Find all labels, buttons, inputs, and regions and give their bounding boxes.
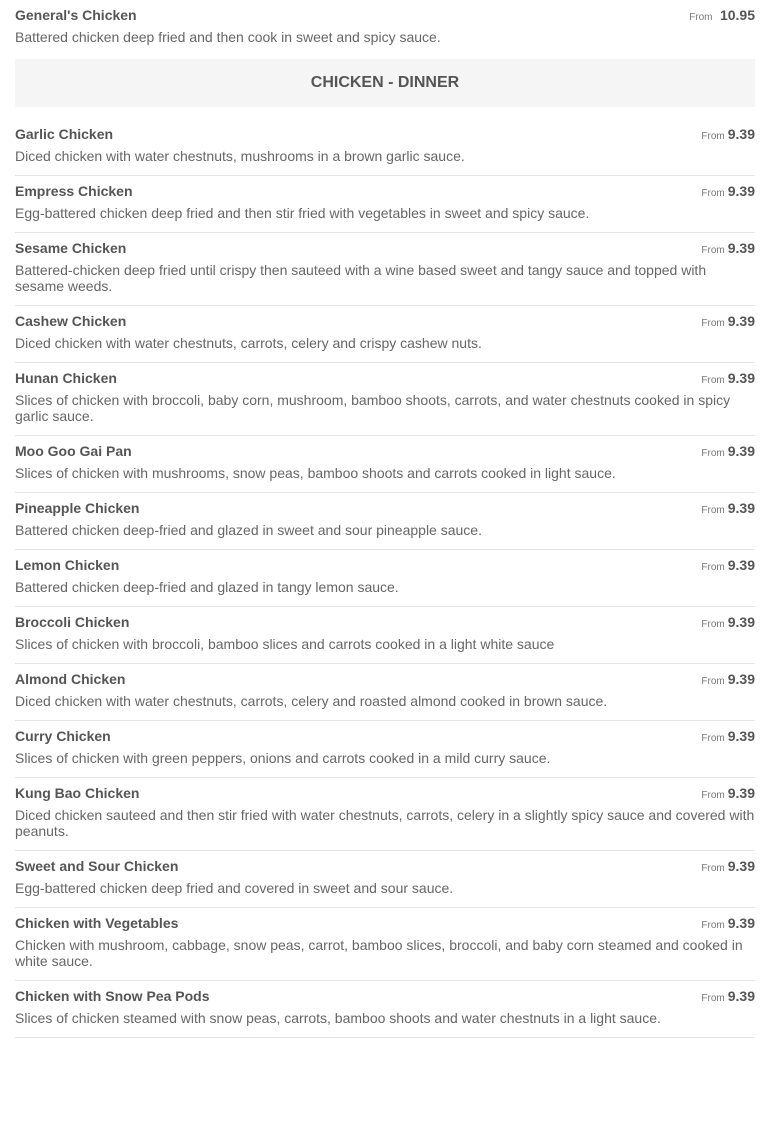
menu-item-header — [15, 670, 755, 688]
menu-item-header — [15, 442, 755, 460]
menu-item-description: Slices of chicken with broccoli, bamboo slices and carrots cooked in a light white sauce — [15, 636, 555, 652]
menu-item-name: Pineapple Chicken — [15, 500, 140, 516]
menu-item-price — [701, 182, 755, 203]
price-value: 9.39 — [727, 858, 755, 874]
menu-item-description: Battered chicken deep-fried and glazed in tangy lemon sauce. — [15, 579, 399, 595]
price-prefix: From — [701, 505, 725, 516]
menu-item[interactable] — [15, 981, 755, 1038]
menu-item-price — [701, 670, 755, 691]
menu-item-header — [15, 727, 755, 745]
price-prefix: From — [701, 375, 725, 386]
menu-item[interactable] — [15, 176, 755, 233]
menu-item[interactable] — [15, 306, 755, 363]
menu-page — [15, 0, 755, 1050]
menu-item-description: Egg-battered chicken deep fried and then stir fried with vegetables in sweet and spicy sauce. — [15, 205, 590, 221]
price-value: 9.39 — [727, 443, 755, 459]
menu-item-price — [701, 499, 755, 520]
price-prefix: From — [701, 131, 725, 142]
menu-item-description: Battered-chicken deep fried until crispy then sauteed with a wine based sweet and tangy sauce and topped with sesame weeds. — [15, 262, 707, 294]
price-value: 9.39 — [727, 988, 755, 1004]
price-value: 9.39 — [727, 183, 755, 199]
price-prefix: From — [701, 920, 725, 931]
menu-item[interactable] — [15, 908, 755, 981]
menu-item-name: Cashew Chicken — [15, 313, 127, 329]
menu-item-partial — [15, 1038, 755, 1050]
menu-item-price — [701, 857, 755, 878]
menu-item-header — [15, 613, 755, 631]
menu-item-name: Hunan Chicken — [15, 370, 117, 386]
menu-item[interactable] — [15, 436, 755, 493]
menu-item-header — [15, 312, 755, 330]
menu-item[interactable] — [15, 778, 755, 851]
menu-item-header — [15, 369, 755, 387]
price-value: 10.95 — [719, 7, 755, 23]
price-prefix: From — [701, 562, 725, 573]
menu-item-price — [701, 784, 755, 805]
menu-item[interactable] — [15, 493, 755, 550]
price-value: 9.39 — [727, 785, 755, 801]
menu-item-description: Diced chicken with water chestnuts, mushrooms in a brown garlic sauce. — [15, 148, 465, 164]
menu-item-name: Lemon Chicken — [15, 557, 120, 573]
menu-item[interactable] — [15, 233, 755, 306]
price-value: 9.39 — [727, 728, 755, 744]
menu-item-description: Chicken with mushroom, cabbage, snow peas, carrot, bamboo slices, broccoli, and baby corn steamed and cooked in white sauce. — [15, 937, 743, 969]
menu-item-price — [701, 727, 755, 748]
menu-item-price — [689, 6, 755, 27]
price-value: 9.39 — [727, 557, 755, 573]
price-prefix: From — [701, 619, 725, 630]
menu-item[interactable] — [15, 721, 755, 778]
menu-item[interactable] — [15, 607, 755, 664]
menu-item-description: Battered chicken deep-fried and glazed in sweet and sour pineapple sauce. — [15, 522, 482, 538]
menu-item-header — [15, 125, 755, 143]
menu-item-name: Chicken with Vegetables — [15, 915, 179, 931]
menu-item-price — [701, 239, 755, 260]
menu-item-name: Almond Chicken — [15, 671, 126, 687]
menu-item-name: Empress Chicken — [15, 183, 133, 199]
menu-item-name: Curry Chicken — [15, 728, 111, 744]
menu-item-description: Battered chicken deep fried and then cook in sweet and spicy sauce. — [15, 29, 441, 45]
menu-item-description: Diced chicken with water chestnuts, carrots, celery and crispy cashew nuts. — [15, 335, 482, 351]
menu-item-description: Diced chicken with water chestnuts, carrots, celery and roasted almond cooked in brown sauce. — [15, 693, 608, 709]
menu-item-description: Diced chicken sauteed and then stir fried with water chestnuts, carrots, celery in a slightly spicy sauce and covered with peanuts. — [15, 807, 755, 839]
menu-item-generals-chicken[interactable] — [15, 0, 755, 59]
menu-item-price — [701, 556, 755, 577]
menu-item-name: Kung Bao Chicken — [15, 785, 140, 801]
price-prefix: From — [701, 448, 725, 459]
price-value: 9.39 — [727, 240, 755, 256]
menu-item-name: Garlic Chicken — [15, 126, 114, 142]
menu-item-header — [15, 987, 755, 1005]
price-prefix: From — [689, 12, 713, 23]
menu-item[interactable] — [15, 664, 755, 721]
menu-item-price — [701, 613, 755, 634]
menu-item-name: Chicken with Snow Pea Pods — [15, 988, 210, 1004]
menu-item-price — [701, 442, 755, 463]
menu-item-name: Broccoli Chicken — [15, 614, 130, 630]
menu-item-description: Slices of chicken with broccoli, baby corn, mushroom, bamboo shoots, carrots, and water chestnuts cooked in spicy garlic sauce. — [15, 392, 731, 424]
menu-item-description: Slices of chicken steamed with snow peas, carrots, bamboo shoots and water chestnuts in a light sauce. — [15, 1010, 661, 1026]
price-value: 9.39 — [727, 671, 755, 687]
price-prefix: From — [701, 676, 725, 687]
price-prefix: From — [701, 245, 725, 256]
price-value: 9.39 — [727, 126, 755, 142]
price-prefix: From — [701, 733, 725, 744]
menu-item-price — [701, 914, 755, 935]
menu-item-header — [15, 499, 755, 517]
price-prefix: From — [701, 318, 725, 329]
menu-item-description: Slices of chicken with green peppers, onions and carrots cooked in a mild curry sauce. — [15, 750, 551, 766]
menu-item[interactable] — [15, 550, 755, 607]
price-value: 9.39 — [727, 313, 755, 329]
menu-item-price — [701, 312, 755, 333]
price-value: 9.39 — [727, 614, 755, 630]
menu-item[interactable] — [15, 119, 755, 176]
menu-item-name: General's Chicken — [15, 7, 137, 23]
menu-item-header — [15, 857, 755, 875]
menu-item-price — [701, 987, 755, 1008]
menu-item-name: Sesame Chicken — [15, 240, 127, 256]
price-prefix: From — [701, 863, 725, 874]
menu-item-name: Moo Goo Gai Pan — [15, 443, 132, 459]
menu-item-header — [15, 556, 755, 574]
menu-item-name: Sweet and Sour Chicken — [15, 858, 179, 874]
price-prefix: From — [701, 188, 725, 199]
menu-item-header — [15, 239, 755, 257]
menu-item-price — [701, 369, 755, 390]
price-value: 9.39 — [727, 500, 755, 516]
price-prefix: From — [701, 993, 725, 1004]
menu-item-header — [15, 182, 755, 200]
menu-item-list — [15, 119, 755, 1038]
menu-item[interactable] — [15, 851, 755, 908]
menu-item-description: Slices of chicken with mushrooms, snow peas, bamboo shoots and carrots cooked in light sauce. — [15, 465, 616, 481]
menu-item-description: Egg-battered chicken deep fried and covered in sweet and sour sauce. — [15, 880, 454, 896]
section-header-chicken-dinner: CHICKEN - DINNER — [15, 59, 755, 107]
menu-item-header — [15, 914, 755, 932]
price-prefix: From — [701, 790, 725, 801]
menu-item[interactable] — [15, 363, 755, 436]
menu-item-header — [15, 784, 755, 802]
menu-item-header — [15, 6, 755, 24]
price-value: 9.39 — [727, 370, 755, 386]
menu-item-price — [701, 125, 755, 146]
price-value: 9.39 — [727, 915, 755, 931]
